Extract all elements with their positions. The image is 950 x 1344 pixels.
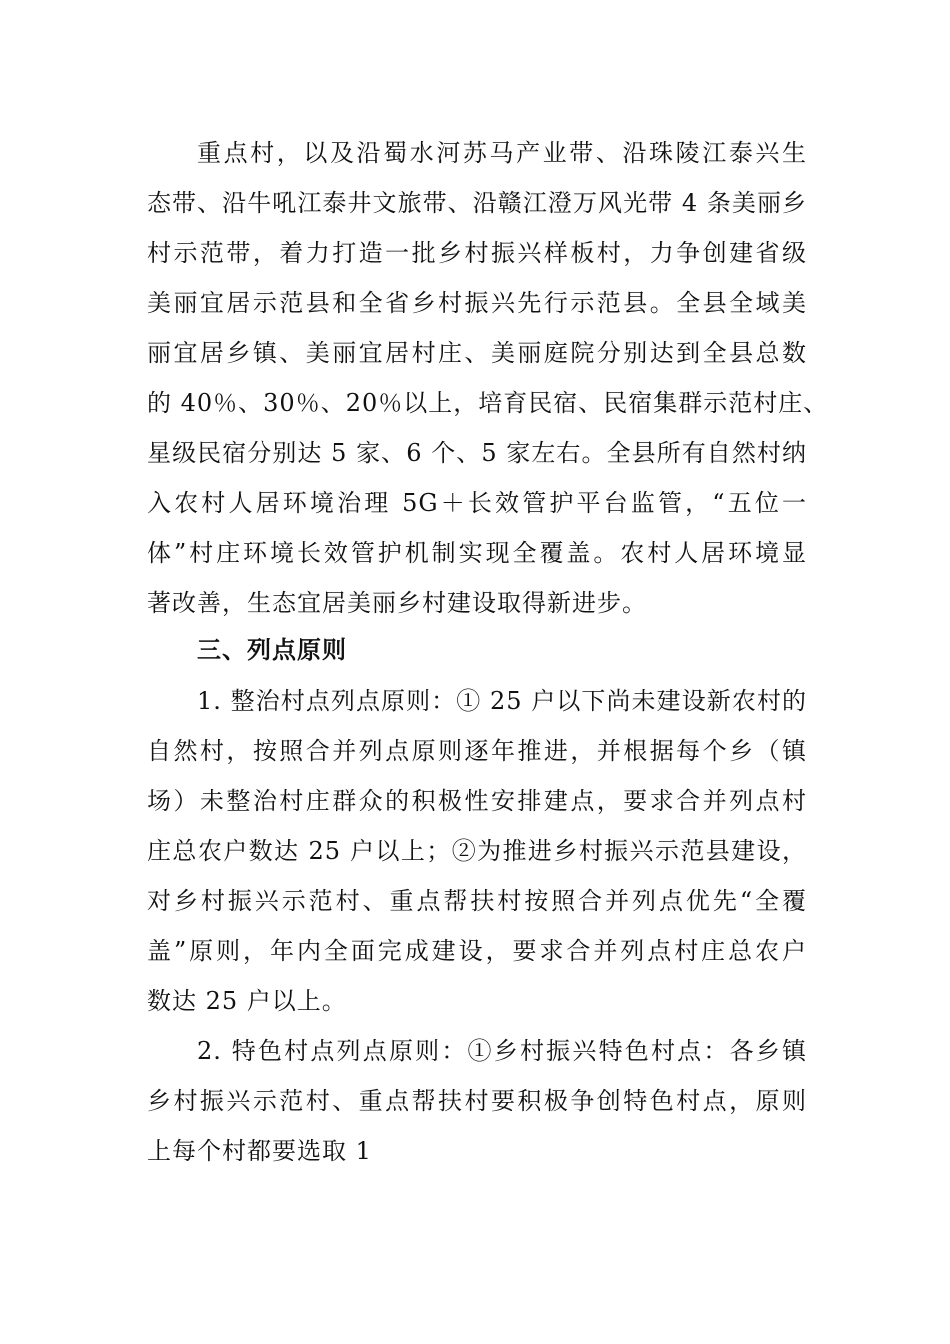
paragraph-2-line-1: 1. 整治村点列点原则：① 25 户以下尚未建设新农村的 xyxy=(197,687,807,715)
paragraph-2-line-2: 自然村，按照合并列点原则逐年推进，并根据每个乡（镇 xyxy=(147,737,807,765)
paragraph-1-line-7: 星级民宿分别达 5 家、6 个、5 家左右。全县所有自然村纳 xyxy=(147,439,807,467)
paragraph-3-line-1: 2. 特色村点列点原则：①乡村振兴特色村点：各乡镇 xyxy=(197,1037,807,1065)
paragraph-2-line-4: 庄总农户数达 25 户以上；②为推进乡村振兴示范县建设， xyxy=(147,837,807,865)
paragraph-3-line-3: 上每个村都要选取 1 xyxy=(147,1137,372,1165)
paragraph-2-line-6: 盖”原则，年内全面完成建设，要求合并列点村庄总农户 xyxy=(147,937,807,965)
paragraph-1-line-9: 体”村庄环境长效管护机制实现全覆盖。农村人居环境显 xyxy=(147,539,807,567)
paragraph-1-line-1: 重点村，以及沿蜀水河苏马产业带、沿珠陵江泰兴生 xyxy=(197,139,807,167)
paragraph-2-line-3: 场）未整治村庄群众的积极性安排建点，要求合并列点村 xyxy=(147,787,807,815)
paragraph-1-line-5: 丽宜居乡镇、美丽宜居村庄、美丽庭院分别达到全县总数 xyxy=(147,339,807,367)
paragraph-2-line-7: 数达 25 户以上。 xyxy=(147,987,347,1015)
paragraph-1-line-10: 著改善，生态宜居美丽乡村建设取得新进步。 xyxy=(147,589,647,617)
paragraph-1-line-4: 美丽宜居示范县和全省乡村振兴先行示范县。全县全域美 xyxy=(147,289,807,317)
paragraph-1-line-2: 态带、沿牛吼江泰井文旅带、沿赣江澄万风光带 4 条美丽乡 xyxy=(147,189,807,217)
paragraph-1-line-3: 村示范带，着力打造一批乡村振兴样板村，力争创建省级 xyxy=(147,239,807,267)
paragraph-1-line-8: 入农村人居环境治理 5G＋长效管护平台监管，“五位一 xyxy=(147,489,807,517)
section-heading-3: 三、列点原则 xyxy=(197,636,347,664)
paragraph-3-line-2: 乡村振兴示范村、重点帮扶村要积极争创特色村点，原则 xyxy=(147,1087,807,1115)
paragraph-1-line-6: 的 40％、30％、20％以上，培育民宿、民宿集群示范村庄、 xyxy=(147,389,829,417)
paragraph-2-line-5: 对乡村振兴示范村、重点帮扶村按照合并列点优先“全覆 xyxy=(147,887,807,915)
